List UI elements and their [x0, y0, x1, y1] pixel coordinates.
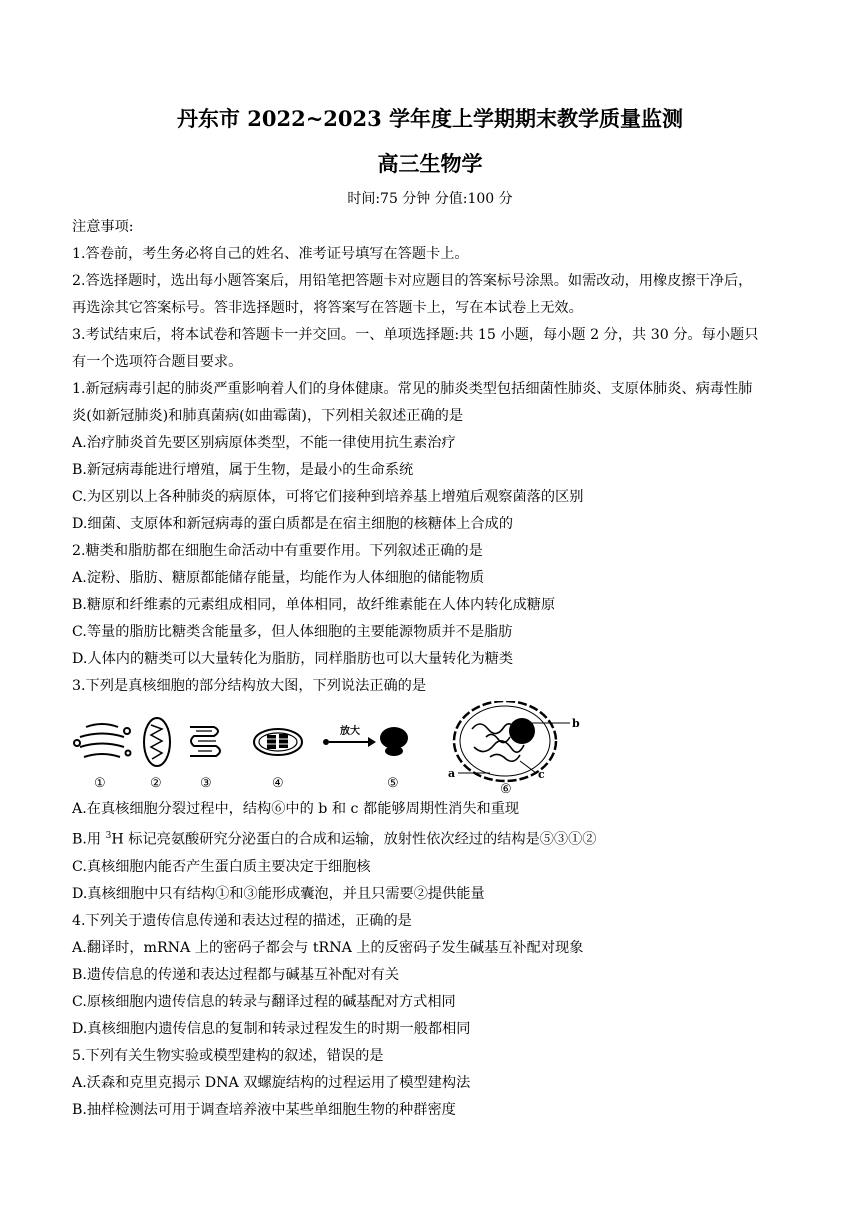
note-2-line-1: 2.答选择题时，选出每小题答案后，用铅笔把答题卡对应题目的答案标号涂黑。如需改动，用橡皮擦干净后，: [72, 273, 753, 289]
chloroplast-drawing: [254, 729, 302, 755]
q1-option-a: A.治疗肺炎首先要区别病原体类型，不能一律使用抗生素治疗: [72, 435, 456, 451]
subject-title: 高三生物学: [377, 151, 483, 176]
q2-option-c: C.等量的脂肪比糖类含能量多，但人体细胞的主要能源物质并不是脂肪: [72, 624, 513, 640]
q3-stem: 3.下列是真核细胞的部分结构放大图，下列说法正确的是: [72, 678, 427, 694]
label-a: a: [448, 767, 456, 780]
q4-option-a: A.翻译时，mRNA 上的密码子都会与 tRNA 上的反密码子发生碱基互补配对现象: [72, 939, 584, 956]
organelle-figure: [72, 701, 796, 793]
q3-option-a: A.在真核细胞分裂过程中，结构⑥中的 b 和 c 都能够周期性消失和重现: [72, 801, 520, 817]
label-b: b: [572, 717, 580, 730]
golgi-apparatus-drawing: [74, 724, 131, 757]
q1-stem-line-1: 1.新冠病毒引起的肺炎严重影响着人们的身体健康。常见的肺炎类型包括细菌性肺炎、支原体肺炎、病毒性肺: [72, 381, 753, 397]
q3-option-b-pre: B.用: [72, 831, 106, 848]
q3-option-b: [72, 823, 796, 854]
q1-stem-line-2: 炎(如新冠肺炎)和肺真菌病(如曲霉菌)，下列相关叙述正确的是: [72, 408, 464, 424]
q2-stem: 2.糖类和脂肪都在细胞生命活动中有重要作用。下列叙述正确的是: [72, 543, 483, 559]
exam-meta: 时间:75 分钟 分值:100 分: [347, 191, 513, 207]
q4-option-d: D.真核细胞内遗传信息的复制和转录过程发生的时期一般都相同: [72, 1020, 471, 1037]
q5-stem: 5.下列有关生物实验或模型建构的叙述，错误的是: [72, 1047, 384, 1064]
q5-option-a: A.沃森和克里克揭示 DNA 双螺旋结构的过程运用了模型建构法: [72, 1074, 471, 1091]
fig-label-1: ①: [94, 776, 106, 791]
exam-title: 丹东市 2022~2023 学年度上学期期末教学质量监测: [176, 106, 684, 131]
fig-label-4: ④: [272, 776, 284, 791]
note-2-line-2: 再选涂其它答案标号。答非选择题时，将答案写在答题卡上，写在本试卷上无效。: [72, 300, 583, 316]
magnify-arrow: [323, 737, 376, 747]
q2-option-b: B.糖原和纤维素的元素组成相同，单体相同，故纤维素能在人体内转化成糖原: [72, 597, 556, 613]
q3-option-b-post: H 标记亮氨酸研究分泌蛋白的合成和运输，放射性依次经过的结构是⑤③①②: [111, 831, 597, 848]
fig-label-5: ⑤: [387, 776, 399, 791]
label-c: c: [538, 768, 545, 781]
note-3-line-1: 3.考试结束后，将本试卷和答题卡一并交回。一、单项选择题:共 15 小题，每小题 2 分，共 30 分。每小题只: [72, 327, 759, 343]
note-3-line-2: 有一个选项符合题目要求。: [72, 354, 243, 370]
q2-option-a: A.淀粉、脂肪、糖原都能储存能量，均能作为人体细胞的储能物质: [72, 570, 485, 586]
q1-option-b: B.新冠病毒能进行增殖，属于生物，是最小的生命系统: [72, 462, 414, 478]
q4-option-c: C.原核细胞内遗传信息的转录与翻译过程的碱基配对方式相同: [72, 993, 456, 1010]
notes-heading: 注意事项:: [72, 219, 134, 235]
fig-label-6: ⑥: [500, 782, 512, 793]
q4-stem: 4.下列关于遗传信息传递和表达过程的描述，正确的是: [72, 912, 412, 929]
q3-option-c: C.真核细胞内能否产生蛋白质主要决定于细胞核: [72, 858, 371, 875]
ribosome-drawing: [380, 727, 408, 756]
fig-label-3: ③: [200, 776, 212, 791]
q2-option-d: D.人体内的糖类可以大量转化为脂肪，同样脂肪也可以大量转化为糖类: [72, 651, 514, 667]
q3-option-b-sup: 3: [105, 831, 112, 841]
q5-option-b: B.抽样检测法可用于调查培养液中某些单细胞生物的种群密度: [72, 1101, 456, 1118]
organelle-figure-svg: [72, 701, 592, 793]
nucleus-drawing: [454, 701, 570, 781]
magnify-label: 放大: [340, 726, 360, 737]
endoplasmic-reticulum-drawing: [190, 727, 220, 756]
mitochondrion-drawing: [144, 718, 170, 766]
fig-label-2: ②: [150, 776, 162, 791]
note-1: 1.答卷前，考生务必将自己的姓名、准考证号填写在答题卡上。: [72, 246, 469, 262]
q1-option-c: C.为区别以上各种肺炎的病原体，可将它们接种到培养基上增殖后观察菌落的区别: [72, 489, 584, 505]
q3-option-d: D.真核细胞中只有结构①和③能形成囊泡，并且只需要②提供能量: [72, 885, 485, 902]
q1-option-d: D.细菌、支原体和新冠病毒的蛋白质都是在宿主细胞的核糖体上合成的: [72, 516, 514, 532]
q4-option-b: B.遗传信息的传递和表达过程都与碱基互补配对有关: [72, 966, 400, 983]
exam-body: [72, 214, 796, 1124]
